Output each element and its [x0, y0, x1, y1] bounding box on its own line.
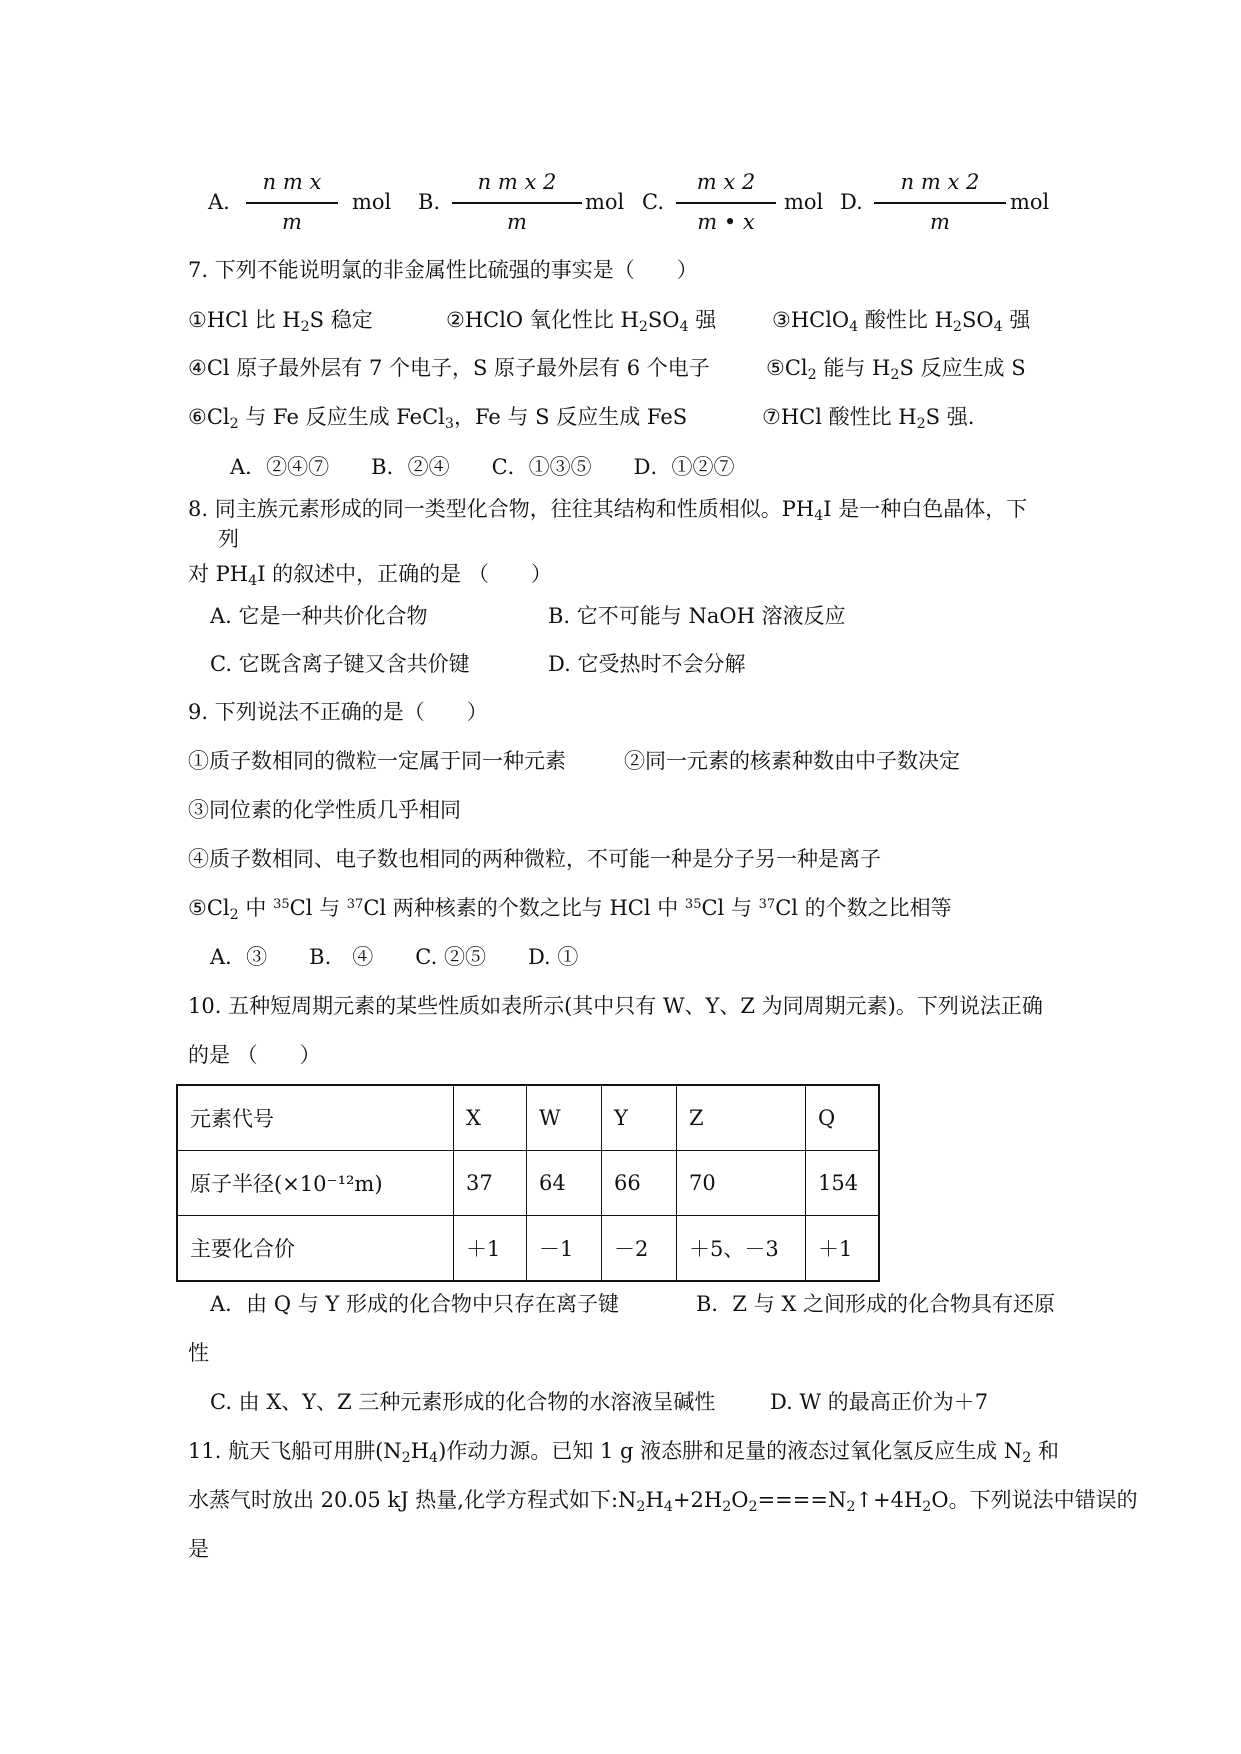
q6-option-b-numerator: n m x 2	[477, 170, 557, 194]
q10-stem-line1: 10. 五种短周期元素的某些性质如表所示(其中只有 W、Y、Z 为同周期元素)。下列说法正确	[188, 994, 1043, 1018]
table-row	[177, 1216, 879, 1282]
q7-statement-5: $⑤Cl_2$ 能与 $H_2S$ 反应生成 S	[766, 356, 1026, 383]
q9-statement-5: $⑤Cl_2$ 中 $^{35}$Cl 与 $^{37}$Cl 两种核素的个数之比与 HCl 中 $^{35}$Cl 与 $^{37}$Cl 的个数之比相等	[188, 896, 952, 923]
q6-option-b-fraction	[452, 170, 582, 240]
q9-options: A．③ B. ④ C. ②⑤ D. ①	[210, 945, 579, 969]
q10-option-d: D. W 的最高正价为＋7	[770, 1390, 989, 1414]
q7-options: A．②④⑦ B．②④ C．①③⑤ D．①②⑦	[230, 455, 735, 479]
table-row	[177, 1151, 879, 1216]
q7-statement-7: ⑦HCl 酸性比 $H_2S$ 强.	[762, 405, 975, 432]
table-cell: －1	[527, 1216, 602, 1282]
q6-option-c-label: C.	[642, 190, 664, 214]
fraction-bar	[452, 202, 582, 204]
q7-statement-1: ①HCl 比 $H_2S$ 稳定	[188, 308, 373, 335]
q7-stem: 7. 下列不能说明氯的非金属性比硫强的事实是（ ）	[188, 258, 698, 282]
q10-table	[176, 1084, 880, 1282]
q6-option-b-denominator: m	[507, 210, 527, 234]
table-cell: ＋1	[806, 1216, 880, 1282]
q6-option-d-label: D.	[840, 190, 863, 214]
fraction-bar	[246, 202, 338, 204]
table-cell: ＋1	[454, 1216, 527, 1282]
table-cell: －2	[602, 1216, 677, 1282]
q11-line2: 水蒸气时放出 20.05 kJ 热量,化学方程式如下$:N_2H_4+2H_2O_2====N_2↑+4H_2O$。下列说法中错误的	[188, 1488, 1138, 1515]
q9-statement-3: ③同位素的化学性质几乎相同	[188, 798, 461, 822]
q10-option-b: B．Z 与 X 之间形成的化合物具有还原	[696, 1292, 1055, 1316]
table-cell: X	[454, 1085, 527, 1151]
table-row	[177, 1085, 879, 1151]
q6-option-a-numerator: n m x	[262, 170, 322, 194]
table-cell: 原子半径(×10⁻¹²m)	[177, 1151, 454, 1216]
q6-option-b-unit: mol	[585, 190, 625, 214]
q9-statement-1: ①质子数相同的微粒一定属于同一种元素	[188, 749, 566, 773]
table-cell: 元素代号	[177, 1085, 454, 1151]
q6-option-c-unit: mol	[784, 190, 824, 214]
table-cell: 66	[602, 1151, 677, 1216]
q6-option-a-denominator: m	[282, 210, 302, 234]
q9-statement-2: ②同一元素的核素种数由中子数决定	[624, 749, 960, 773]
q6-option-b-label: B.	[418, 190, 441, 214]
q6-option-a-label: A.	[208, 190, 230, 214]
q7-statement-4: ④Cl 原子最外层有 7 个电子，S 原子最外层有 6 个电子	[188, 356, 710, 380]
q8-stem-line1: 8. 同主族元素形成的同一类型化合物，往往其结构和性质相似。$PH_4I$ 是一种白色晶体，下	[188, 497, 1028, 524]
table-cell: W	[527, 1085, 602, 1151]
q10-option-b-continued: 性	[188, 1341, 209, 1365]
q6-option-d-denominator: m	[930, 210, 950, 234]
q6-option-d-fraction	[874, 170, 1006, 240]
table-cell: 37	[454, 1151, 527, 1216]
table-cell: Y	[602, 1085, 677, 1151]
q11-line1: 11. 航天飞船可用肼$(N_2H_4)$作动力源。已知 1 g 液态肼和足量的液态过氧化氢反应生成 $N_2$ 和	[188, 1439, 1059, 1466]
fraction-bar	[676, 202, 776, 204]
q8-option-d: D. 它受热时不会分解	[548, 652, 746, 676]
q9-stem: 9. 下列说法不正确的是（ ）	[188, 700, 488, 724]
q8-option-b: B. 它不可能与 NaOH 溶液反应	[548, 604, 846, 628]
q8-option-c: C. 它既含离子键又含共价键	[210, 652, 470, 676]
q6-option-a-fraction	[246, 170, 338, 240]
table-cell: Z	[677, 1085, 806, 1151]
q7-statement-2: ②HClO 氧化性比 $H_2SO_4$ 强	[446, 308, 717, 335]
q6-option-c-fraction	[676, 170, 776, 240]
q7-statement-6: $⑥Cl_2$ 与 Fe 反应生成 FeCl$_3$，Fe 与 S 反应生成 FeS	[188, 405, 688, 432]
q11-line3: 是	[188, 1537, 209, 1561]
table-cell: 154	[806, 1151, 880, 1216]
q9-statement-4: ④质子数相同、电子数也相同的两种微粒，不可能一种是分子另一种是离子	[188, 847, 881, 871]
q6-option-a-unit: mol	[352, 190, 392, 214]
q6-option-d-unit: mol	[1010, 190, 1050, 214]
q8-stem-line2: 列	[218, 527, 239, 551]
table-cell: 64	[527, 1151, 602, 1216]
q8-option-a: A. 它是一种共价化合物	[210, 604, 428, 628]
q7-statement-3: ③HClO$_4$ 酸性比 $H_2SO_4$ 强	[772, 308, 1031, 335]
q10-stem-line2: 的是 （ ）	[188, 1043, 321, 1067]
table-cell: Q	[806, 1085, 880, 1151]
table-cell: ＋5、－3	[677, 1216, 806, 1282]
q10-option-a: A．由 Q 与 Y 形成的化合物中只存在离子键	[210, 1292, 619, 1316]
table-cell: 主要化合价	[177, 1216, 454, 1282]
q8-stem-line3: 对 $PH_4I$ 的叙述中，正确的是 （ ）	[188, 562, 552, 589]
q6-option-d-numerator: n m x 2	[900, 170, 980, 194]
q10-option-c: C. 由 X、Y、Z 三种元素形成的化合物的水溶液呈碱性	[210, 1390, 716, 1414]
table-cell: 70	[677, 1151, 806, 1216]
q6-option-c-denominator: m • x	[697, 210, 755, 234]
fraction-bar	[874, 202, 1006, 204]
q6-option-c-numerator: m x 2	[696, 170, 756, 194]
